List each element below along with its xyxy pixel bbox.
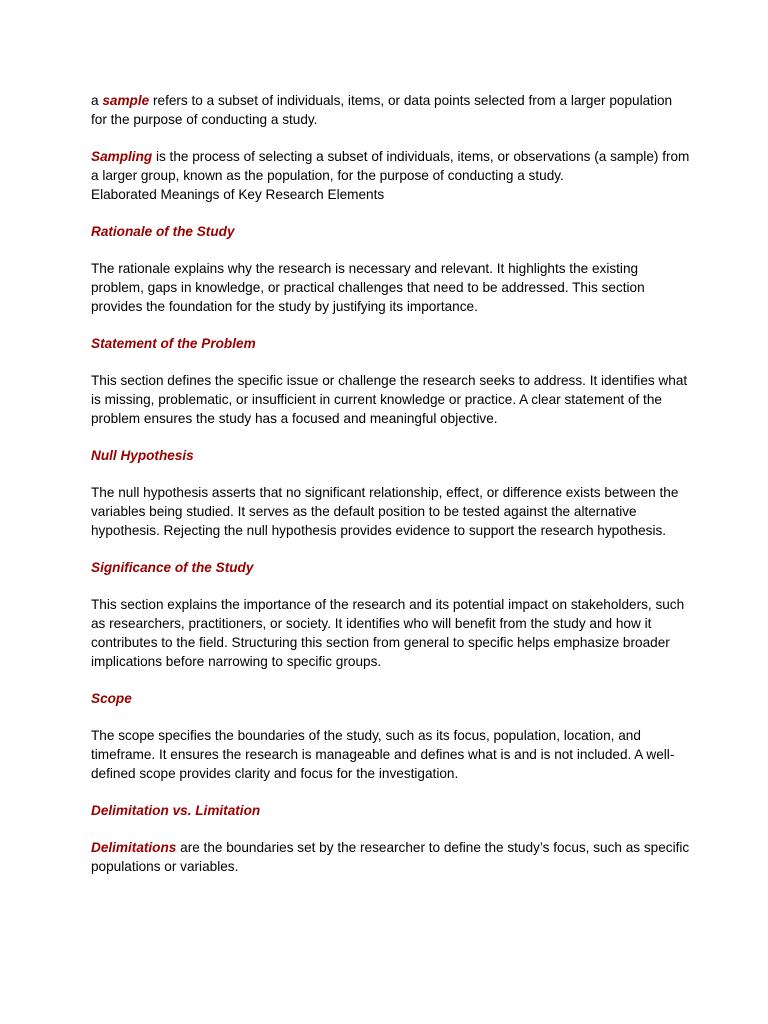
section-title: Elaborated Meanings of Key Research Elements — [91, 187, 385, 202]
sample-prefix: a — [91, 93, 103, 108]
delimitations-term: Delimitations — [91, 840, 177, 855]
delimitations-text: are the boundaries set by the researcher to define the study’s focus, such as specific populations or variables. — [91, 840, 690, 874]
heading-scope: Scope — [91, 691, 132, 706]
spacer — [91, 465, 691, 483]
spacer — [91, 316, 691, 334]
spacer — [91, 428, 691, 446]
body-scope: The scope specifies the boundaries of the study, such as its focus, population, location, and timeframe. It ensures the research is manageable and defines what is and is not included. A well-defined scope provides clarity and focus for the investigation. — [91, 728, 675, 781]
spacer — [91, 540, 691, 558]
spacer — [91, 241, 691, 259]
heading-delimitation-vs-limitation: Delimitation vs. Limitation — [91, 803, 261, 818]
sample-term: sample — [102, 93, 150, 108]
sampling-term: Sampling — [91, 149, 153, 164]
sample-text: refers to a subset of individuals, items, or data points selected from a larger population for the purpose of conducting a study. — [91, 93, 673, 127]
sampling-definition — [91, 147, 691, 185]
heading-statement-of-problem: Statement of the Problem — [91, 336, 256, 351]
heading-null-hypothesis: Null Hypothesis — [91, 448, 194, 463]
spacer — [91, 671, 691, 689]
spacer — [91, 577, 691, 595]
body-null-hypothesis: The null hypothesis asserts that no significant relationship, effect, or difference exists between the variables being studied. It serves as the default position to be tested against the alternative hypothesis. Rejecting the null hypothesis provides evidence to support the research hypothesis. — [91, 485, 679, 538]
spacer — [91, 783, 691, 801]
heading-rationale: Rationale of the Study — [91, 224, 235, 239]
spacer — [91, 353, 691, 371]
heading-significance: Significance of the Study — [91, 560, 254, 575]
spacer — [91, 820, 691, 838]
spacer — [91, 204, 691, 222]
body-delimitations — [91, 838, 691, 876]
spacer — [91, 708, 691, 726]
spacer — [91, 129, 691, 147]
body-significance: This section explains the importance of the research and its potential impact on stakeholders, such as researchers, practitioners, or society. It identifies who will benefit from the study and how it contributes to the field. Structuring this section from general to specific helps emphasize broader implications before narrowing to specific groups. — [91, 597, 685, 669]
sample-definition — [91, 91, 691, 129]
body-statement-of-problem: This section defines the specific issue or challenge the research seeks to address. It identifies what is missing, problematic, or insufficient in current knowledge or practice. A clear statement of the problem ensures the study has a focused and meaningful objective. — [91, 373, 688, 426]
body-rationale: The rationale explains why the research is necessary and relevant. It highlights the existing problem, gaps in knowledge, or practical challenges that need to be addressed. This section provides the foundation for the study by justifying its importance. — [91, 261, 645, 314]
document-page — [91, 91, 691, 876]
sampling-text: is the process of selecting a subset of individuals, items, or observations (a sample) from a larger group, known as the population, for the purpose of conducting a study. — [91, 149, 690, 183]
